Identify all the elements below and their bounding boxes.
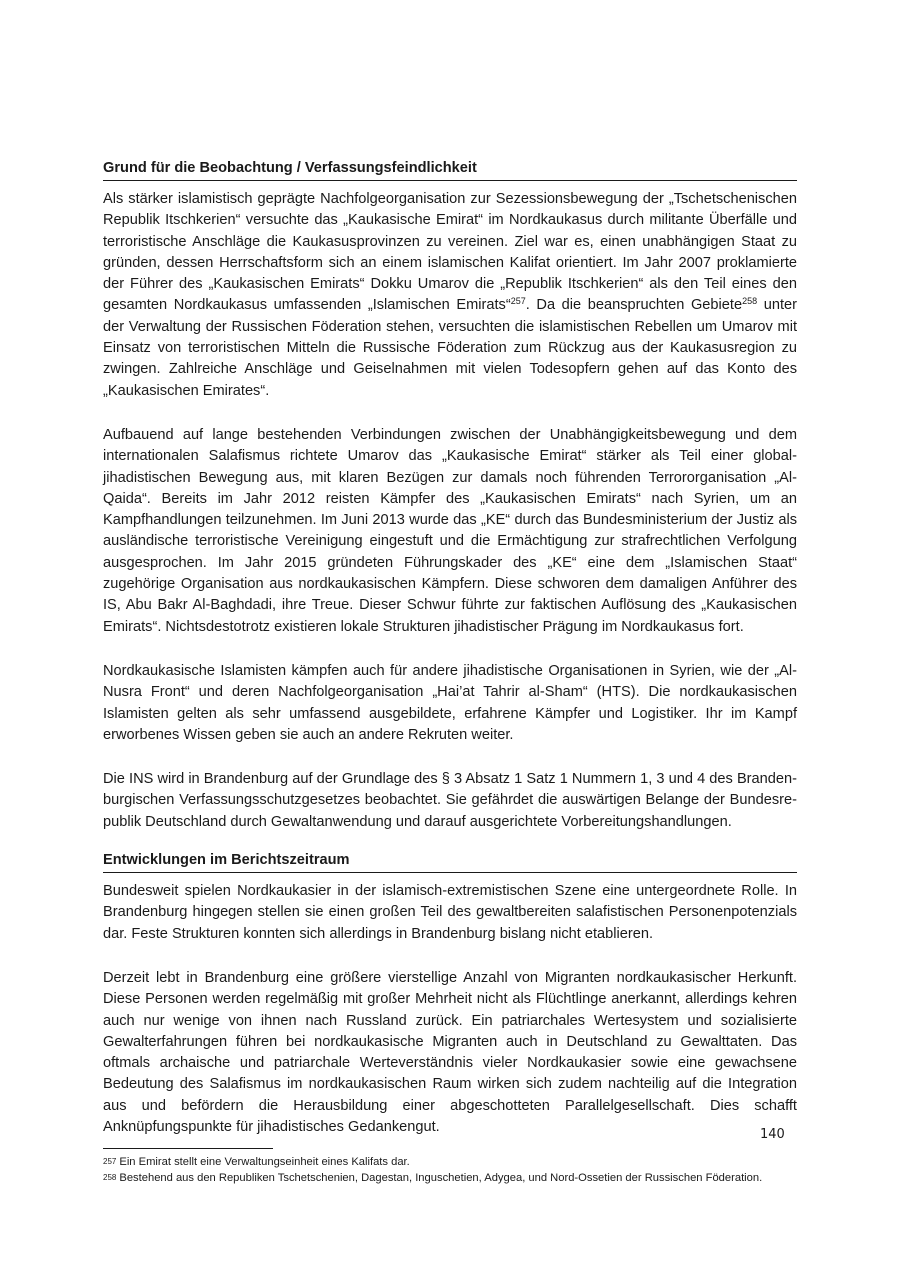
footnote-text: Ein Emirat stellt eine Verwaltungseinheit eines Kalifats dar. — [119, 1156, 410, 1169]
footnote-ref-258[interactable]: 258 — [742, 296, 758, 307]
footnote-257 — [103, 1155, 797, 1170]
footnote-ref-257[interactable]: 257 — [510, 296, 526, 307]
page-number: 140 — [760, 1127, 785, 1142]
footnote-number: 257 — [103, 1157, 117, 1167]
paragraph-kaukasisches-emirat: Als stärker islamistisch geprägte Nachfolgeorganisation zur Sezessionsbewegung der „Tschetschenischen Republik Itschkerien“ versuchte das „Kaukasische Emirat“ im Nordkaukasus durch militante Überfälle und terroristische Anschläge die Kaukasusprovinzen zu vereinen. Ziel war es, einen unabhängigen Staat zu gründen, dessen Herrschaftsform sich an einem islamischen Kalifat orientiert. Im Jahr 2007 proklamierte der Führer des „Kaukasischen Emirats“ Dokku Umarov die „Republik Itschkerien“ als den Teil eines den gesamten Nordkaukasus umfassenden „Islamischen Emirats“$^{257}$. Da die beanspruchten Gebiete$^{258}$ unter der Verwaltung der Russischen Föderation stehen, versuchten die islamistischen Rebellen um Umarov mit Einsatz von terroristischen Mitteln die Russische Föderation zum Rückzug aus der Kaukasusregion zu zwingen. Zahlreiche Anschläge und Geiselnahmen mit vielen Todesopfern gehen auf das Konto des „Kaukasischen Emirates“. — [103, 191, 797, 399]
page-body — [103, 158, 797, 1186]
section-heading-reason: Grund für die Beobachtung / Verfassungsfeindlichkeit — [103, 158, 797, 181]
paragraph-nationwide-role: Bundesweit spielen Nordkaukasier in der islamisch-extremistischen Szene eine untergeordnete Rolle. In Brandenburg hingegen stellen sie einen großen Teil des gewaltbereiten salafistischen Personenpotenzials dar. Feste Strukturen konnten sich allerdings in Brandenburg bislang nicht etablieren. — [103, 883, 797, 942]
section-heading-developments: Entwicklungen im Berichtszeitraum — [103, 850, 797, 873]
footnote-number: 258 — [103, 1172, 117, 1182]
footnote-divider — [103, 1148, 273, 1149]
paragraph-syria-fighters: Nordkaukasische Islamisten kämpfen auch für andere jihadistische Organisationen in Syrien, wie der „Al-Nusra Front“ und deren Nachfolgeorganisation „Hai’at Tahrir al-Sham“ (HTS). Die nordkaukasischen Islamisten gelten als sehr umfassend ausgebildete, erfahrene Kämpfer und Logistiker. Ihr im Kampf erworbenes Wissen geben sie auch an andere Rekruten weiter. — [103, 662, 797, 743]
footnote-258 — [103, 1171, 797, 1186]
paragraph-migrants: Derzeit lebt in Brandenburg eine größere vierstellige Anzahl von Migranten nordkaukasischer Herkunft. Diese Personen werden regelmäßig mit großer Mehrheit nicht als Flüchtlinge anerkannt, allerdings kehren auch nur wenige von ihnen nach Russland zurück. Ein patriarchales Wertesystem und sozialisierte Gewalterfahrungen führen bei nordkaukasische Migranten auch in Deutschland zu Gewalttaten. Das oftmals archaische und patriarchale Werteverständnis vieler Nordkaukasier sowie eine gewachsene Bedeutung des Salafismus im nordkaukasischen Raum wirken sich zudem nachteilig auf die Integration aus und befördern die Herausbildung einer abgeschotteten Parallelgesellschaft. Dies schafft Anknüpfungspunkte für jihadistisches Gedankengut. — [103, 969, 797, 1135]
paragraph-legal-basis: Die INS wird in Brandenburg auf der Grundlage des § 3 Absatz 1 Satz 1 Nummern 1, 3 und 4 des Brandenburgischen Verfassungsschutzgesetzes beobachtet. Sie gefährdet die auswärtigen Belange der Bundesrepublik Deutschland durch Gewaltanwendung und darauf ausgerichtete Vorbereitungshandlungen. — [103, 771, 797, 830]
footnote-text: Bestehend aus den Republiken Tschetschenien, Dagestan, Inguschetien, Adygea, und Nord-Ossetien der Russischen Föderation. — [119, 1171, 763, 1184]
paragraph-global-jihad: Aufbauend auf lange bestehenden Verbindungen zwischen der Unabhängigkeitsbewegung und dem internationalen Salafismus richtete Umarov das „Kaukasische Emirat“ stärker als Teil einer global-jihadistischen Bewegung aus, mit klaren Bezügen zur damals noch führenden Terrororganisation „Al-Qaida“. Bereits im Jahr 2012 reisten Kämpfer des „Kaukasischen Emirats“ nach Syrien, um an Kampfhandlungen teilzunehmen. Im Juni 2013 wurde das „KE“ durch das Bundesministerium der Justiz als ausländische terroristische Vereinigung eingestuft und die Ermächtigung zur strafrechtlichen Verfolgung ausgesprochen. Im Jahr 2015 gründeten Führungskader des „KE“ eine dem „Islamischen Staat“ zugehörige Organisation aus nordkaukasischen Kämpfern. Diese schworen dem damaligen Anführer des IS, Abu Bakr Al-Baghdadi, ihre Treue. Dieser Schwur führte zur faktischen Auflösung des „Kaukasischen Emirats“. Nichtsdestotrotz existieren lokale Strukturen jihadistischer Prägung im Nordkaukasus fort. — [103, 426, 797, 635]
